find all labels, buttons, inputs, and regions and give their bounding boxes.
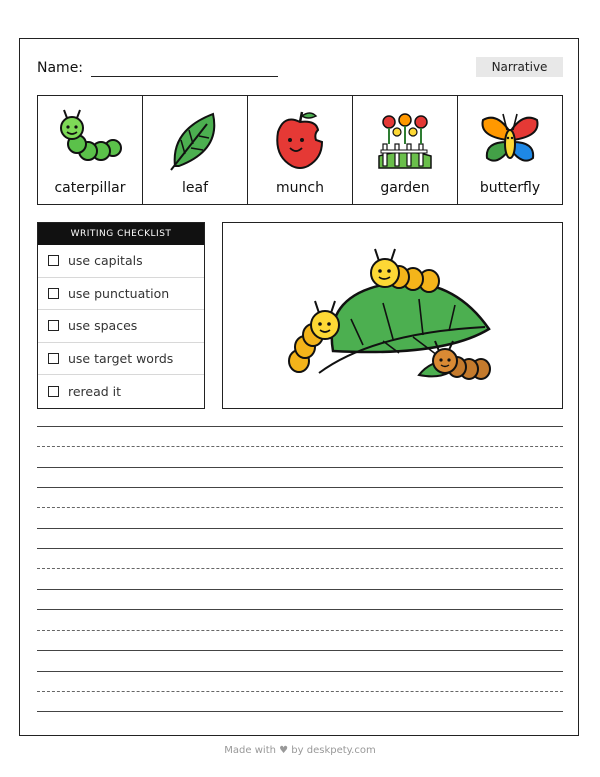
vocab-card-garden xyxy=(353,96,458,204)
vocab-word: leaf xyxy=(181,180,208,196)
vocab-card-munch xyxy=(248,96,353,204)
vocab-word: garden xyxy=(380,180,430,196)
checkbox[interactable] xyxy=(48,255,59,266)
leaf-icon xyxy=(165,108,225,173)
caterpillars-on-leaf-illustration xyxy=(223,223,561,407)
name-label: Name: xyxy=(37,60,84,76)
checklist-item-label: use target words xyxy=(68,351,174,367)
checklist-item-label: reread it xyxy=(68,384,122,400)
garden-icon xyxy=(375,108,435,173)
checklist-item-label: use spaces xyxy=(68,318,138,334)
heart-icon: ♥ xyxy=(279,745,289,756)
butterfly-icon xyxy=(477,108,543,173)
vocab-word: butterfly xyxy=(479,180,541,196)
checkbox[interactable] xyxy=(48,353,59,364)
checklist-item[interactable] xyxy=(38,375,204,408)
checkbox[interactable] xyxy=(48,386,59,397)
checklist-item[interactable] xyxy=(38,310,204,343)
footer-credit xyxy=(0,745,600,756)
vocab-word: caterpillar xyxy=(54,180,126,196)
checklist-title: WRITING CHECKLIST xyxy=(38,223,204,245)
vocab-card-butterfly xyxy=(458,96,562,204)
vocab-card-leaf xyxy=(143,96,248,204)
vocabulary-bank xyxy=(37,95,563,205)
checkbox[interactable] xyxy=(48,320,59,331)
genre-tag: Narrative xyxy=(476,57,563,77)
name-field[interactable] xyxy=(91,76,278,77)
picture-prompt xyxy=(222,222,563,409)
checklist-item[interactable] xyxy=(38,343,204,376)
writing-checklist xyxy=(37,222,205,409)
footer-made-with: Made with xyxy=(224,745,276,756)
caterpillar-icon xyxy=(55,108,125,173)
vocab-card-caterpillar xyxy=(38,96,143,204)
checklist-item-label: use punctuation xyxy=(68,285,170,301)
checklist-item[interactable] xyxy=(38,278,204,311)
checklist-item[interactable] xyxy=(38,245,204,278)
footer-by: by deskpety.com xyxy=(291,745,376,756)
vocab-word: munch xyxy=(276,180,324,196)
checkbox[interactable] xyxy=(48,288,59,299)
apple-icon xyxy=(270,108,330,173)
checklist-item-label: use capitals xyxy=(68,253,143,269)
